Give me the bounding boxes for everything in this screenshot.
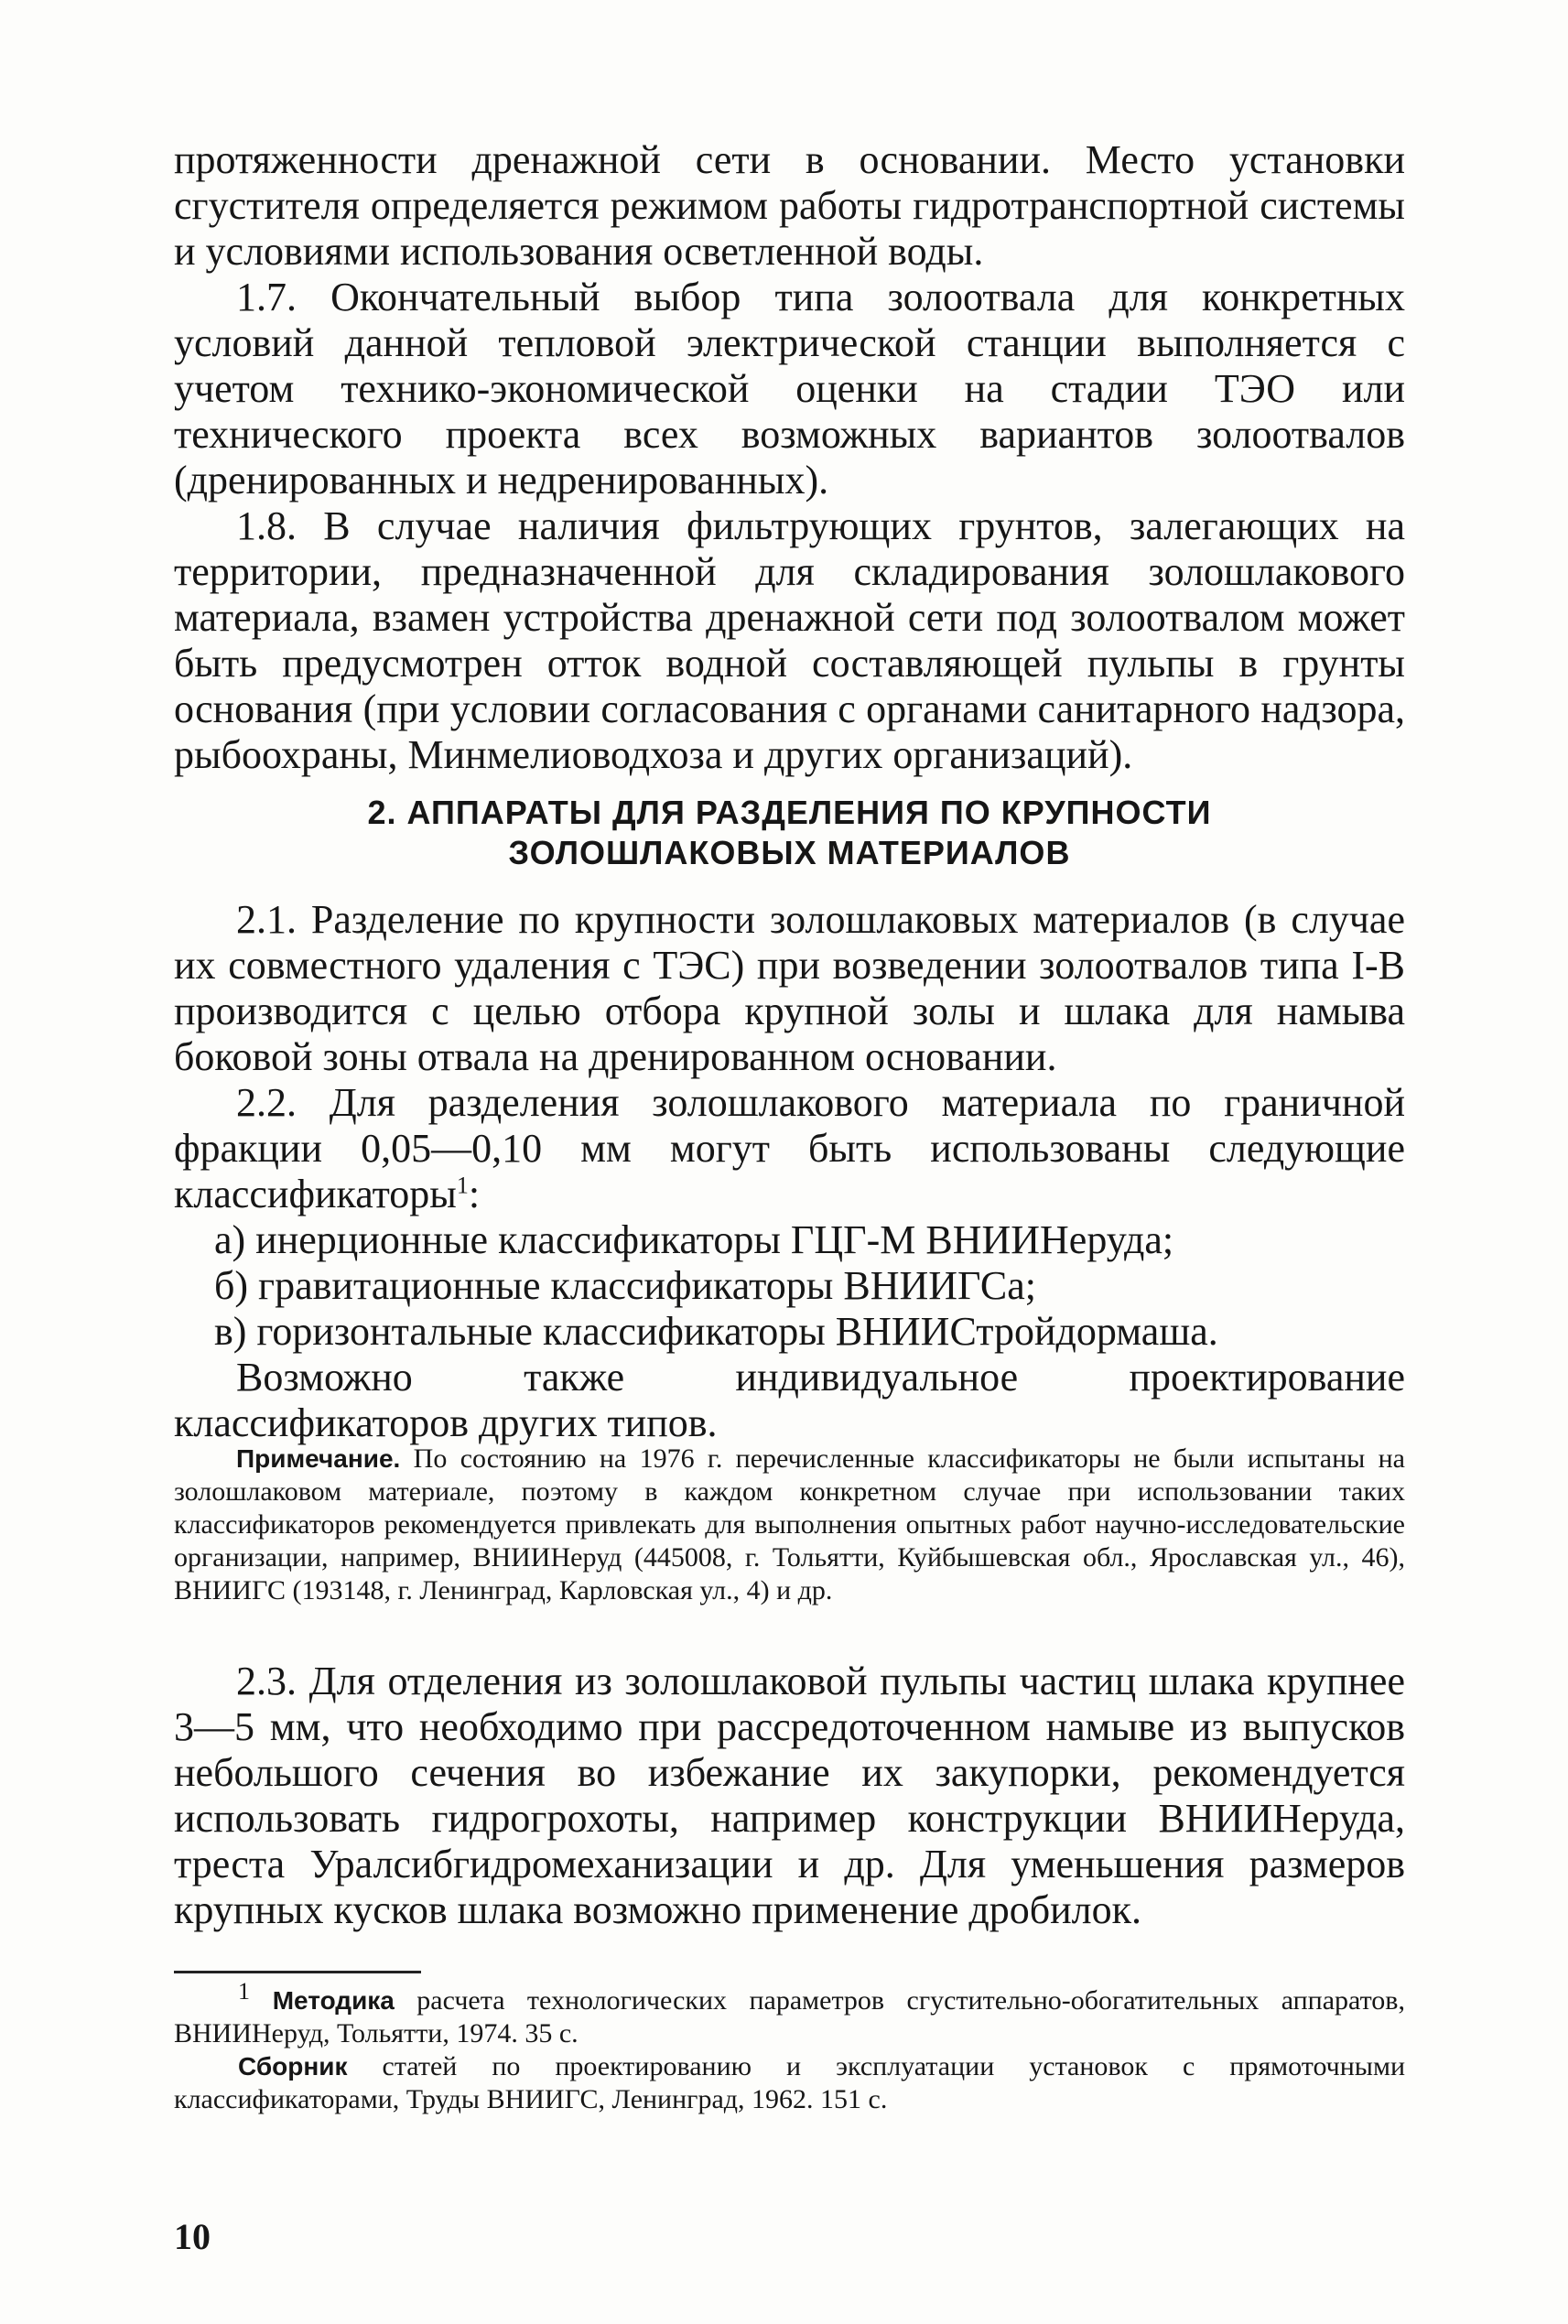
list-item-c: в) горизонтальные классификаторы ВНИИСтройдормаша. (214, 1309, 1218, 1354)
footnote-mark: 1 (238, 1978, 250, 2005)
paragraph-2-3 (174, 1659, 1405, 1933)
note-paragraph (174, 1443, 1405, 1607)
section-2-heading (174, 793, 1405, 873)
paragraph-number: 1.8. (236, 503, 297, 548)
list-item-b: б) гравитационные классификаторы ВНИИГСа; (214, 1263, 1036, 1308)
paragraph-1-7 (174, 275, 1405, 503)
paragraph-number: 2.3. (236, 1659, 297, 1703)
footnotes (174, 1978, 1405, 2116)
page-number: 10 (174, 2216, 211, 2257)
note-text: По состоянию на 1976 г. перечисленные классификаторы не были испытаны на золошлаковом материале, поэтому в каждом конкретном случае при использовании таких классификаторов рекомендуется привлекать для выполнения опытных работ научно-исследовательские организации, например, ВНИИНеруд (445008, г. Тольятти, Куйбышевская обл., Ярославская ул., 46), ВНИИГС (193148, г. Ленинград, Карловская ул., 4) и др. (174, 1443, 1405, 1605)
footnote-2-title: Сборник (238, 2052, 348, 2081)
footnote-1-text: расчета технологических параметров сгустительно-обогатительных аппаратов, ВНИИНеруд, Тольятти, 1974. 35 с. (174, 1985, 1405, 2048)
footnote-1 (174, 1978, 1405, 2050)
footnote-2 (174, 2050, 1405, 2116)
footnote-divider (174, 1971, 421, 1973)
paragraph-number: 1.7. (236, 275, 297, 319)
section-2-text-2 (174, 1659, 1405, 1933)
footnote-reference: 1 (456, 1172, 469, 1199)
paragraph-text: В случае наличия фильтрующих грунтов, залегающих на территории, предназначенной для складирования золошлакового материала, взамен устройства дренажной сети под золоотвалом может быть предусмотрен отток водной составляющей пульпы в грунты основания (при условии согласования с органами санитарного надзора, рыбоохраны, Минмелиоводхоза и других организаций). (174, 503, 1405, 777)
paragraph-continuation: протяженности дренажной сети в основании. Место установки сгустителя определяется режимом работы гидротранспортной системы и условиями использования осветленной воды. (174, 137, 1405, 274)
footnote-1-title: Методика (250, 1986, 395, 2015)
section-1-text (174, 137, 1405, 778)
paragraph-text: Для разделения золошлакового материала по граничной фракции 0,05—0,10 мм могут быть использованы следующие классификаторы (174, 1080, 1405, 1216)
paragraph-number: 2.1. (236, 897, 297, 942)
heading-line-2: ЗОЛОШЛАКОВЫХ МАТЕРИАЛОВ (508, 834, 1071, 871)
paragraph-text: Окончательный выбор типа золоотвала для конкретных условий данной тепловой электрической станции выполняется с учетом технико-экономической оценки на стадии ТЭО или технического проекта всех возможных вариантов золоотвалов (дренированных и недренированных). (174, 275, 1405, 503)
note-block (174, 1443, 1405, 1607)
note-title: Примечание. (236, 1444, 401, 1473)
paragraph-text: Для отделения из золошлаковой пульпы частиц шлака крупнее 3—5 мм, что необходимо при рассредоточенном намыве из выпусков небольшого сечения во избежание их закупорки, рекомендуется использовать гидрогрохоты, например конструкции ВНИИНеруда, треста Уралсибгидромеханизации и др. Для уменьшения размеров крупных кусков шлака возможно применение дробилок. (174, 1659, 1405, 1932)
paragraph-tail: : (468, 1172, 481, 1216)
paragraph-2-2-after: Возможно также индивидуальное проектирование классификаторов других типов. (174, 1355, 1405, 1445)
paragraph-number: 2.2. (236, 1080, 297, 1125)
paragraph-2-2 (174, 1080, 1405, 1217)
paragraph-1-8 (174, 503, 1405, 778)
section-2-text (174, 897, 1405, 1446)
paragraph-2-1 (174, 897, 1405, 1080)
footnote-2-text: статей по проектированию и эксплуатации установок с прямоточными классификаторами, Труды ВНИИГС, Ленинград, 1962. 151 с. (174, 2051, 1405, 2114)
list-item-a: а) инерционные классификаторы ГЦГ-М ВНИИНеруда; (214, 1217, 1174, 1262)
heading-line-1: 2. АППАРАТЫ ДЛЯ РАЗДЕЛЕНИЯ ПО КРУПНОСТИ (367, 794, 1212, 831)
paragraph-text: Разделение по крупности золошлаковых материалов (в случае их совместного удаления с ТЭС) при возведении золоотвалов типа I-B производится с целью отбора крупной золы и шлака для намыва боковой зоны отвала на дренированном основании. (174, 897, 1405, 1079)
